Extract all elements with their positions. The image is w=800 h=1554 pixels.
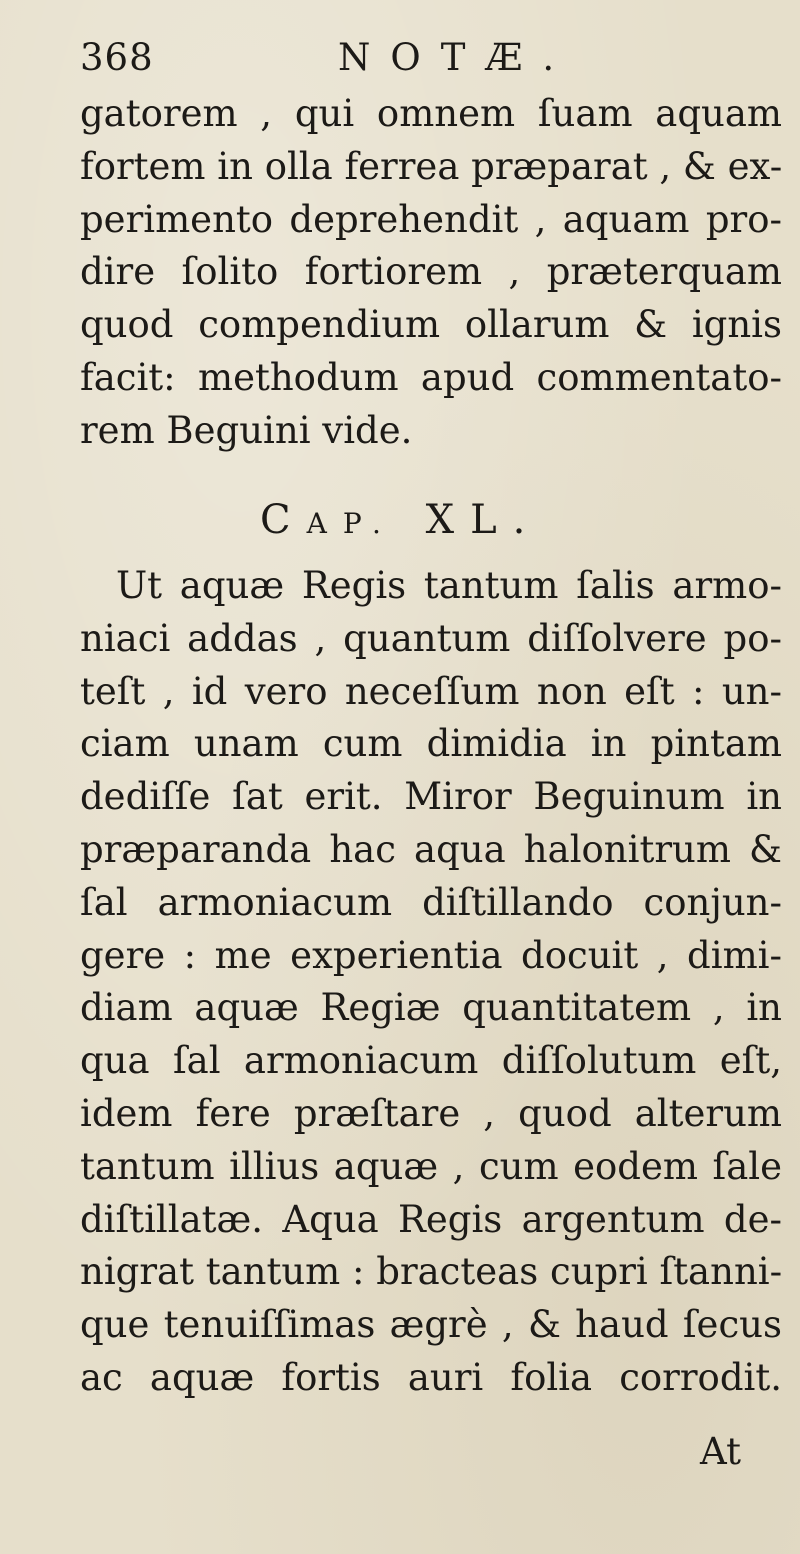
paragraph-chapter-xl: [80, 560, 782, 1405]
text-line: dediſſe ſat erit. Miror Beguinum in: [80, 775, 782, 819]
catchword: At: [700, 1430, 741, 1473]
page-header: [80, 30, 780, 90]
text-line: ſal armoniacum diſtillando conjun-: [80, 880, 782, 924]
text-line: facit: methodum apud commentato-: [80, 355, 782, 399]
chapter-cap-initial: C: [260, 497, 307, 543]
text-line: quod compendium ollarum & ignis: [80, 303, 782, 347]
text-line: tantum illius aquæ , cum eodem ſale: [80, 1144, 782, 1188]
text-line: præparanda hac aqua halonitrum &: [80, 827, 782, 871]
text-line: rem Beguini vide.: [80, 408, 413, 452]
text-line: gere : me experientia docuit , dimi-: [80, 933, 782, 977]
page-number: 368: [80, 36, 154, 79]
text-line: nigrat tantum : bracteas cupri ſtanni-: [80, 1250, 783, 1294]
text-line: ac aquæ fortis auri folia corrodit.: [80, 1355, 782, 1399]
text-line: Ut aquæ Regis tantum ſalis armo-: [116, 564, 782, 607]
text-line: perimento deprehendit , aquam pro-: [80, 197, 782, 241]
text-line: niaci addas , quantum diſſolvere po-: [80, 616, 782, 660]
paragraph-notes-continued: [80, 88, 782, 458]
text-line: teſt , id vero neceſſum non eſt : un-: [80, 669, 782, 713]
text-line: diſtillatæ. Aqua Regis argentum de-: [80, 1197, 782, 1241]
chapter-heading: [260, 490, 580, 550]
text-line: que tenuiſſimas ægrè , & haud ſecus: [80, 1303, 782, 1347]
text-line: qua ſal armoniacum diſſolutum eſt,: [80, 1039, 782, 1083]
text-line: diam aquæ Regiæ quantitatem , in: [80, 986, 782, 1030]
text-line: idem fere præſtare , quod alterum: [80, 1091, 782, 1135]
text-line: fortem in olla ferrea præparat , & ex-: [80, 144, 783, 188]
text-line: ciam unam cum dimidia in pintam: [80, 722, 782, 766]
chapter-cap-rest: AP.: [306, 507, 397, 540]
running-head: NOTÆ.: [338, 36, 575, 79]
text-line: dire ſolito fortiorem , præterquam: [80, 250, 782, 294]
chapter-numeral: XL.: [425, 497, 542, 543]
text-line: gatorem , qui omnem ſuam aquam: [80, 92, 782, 135]
